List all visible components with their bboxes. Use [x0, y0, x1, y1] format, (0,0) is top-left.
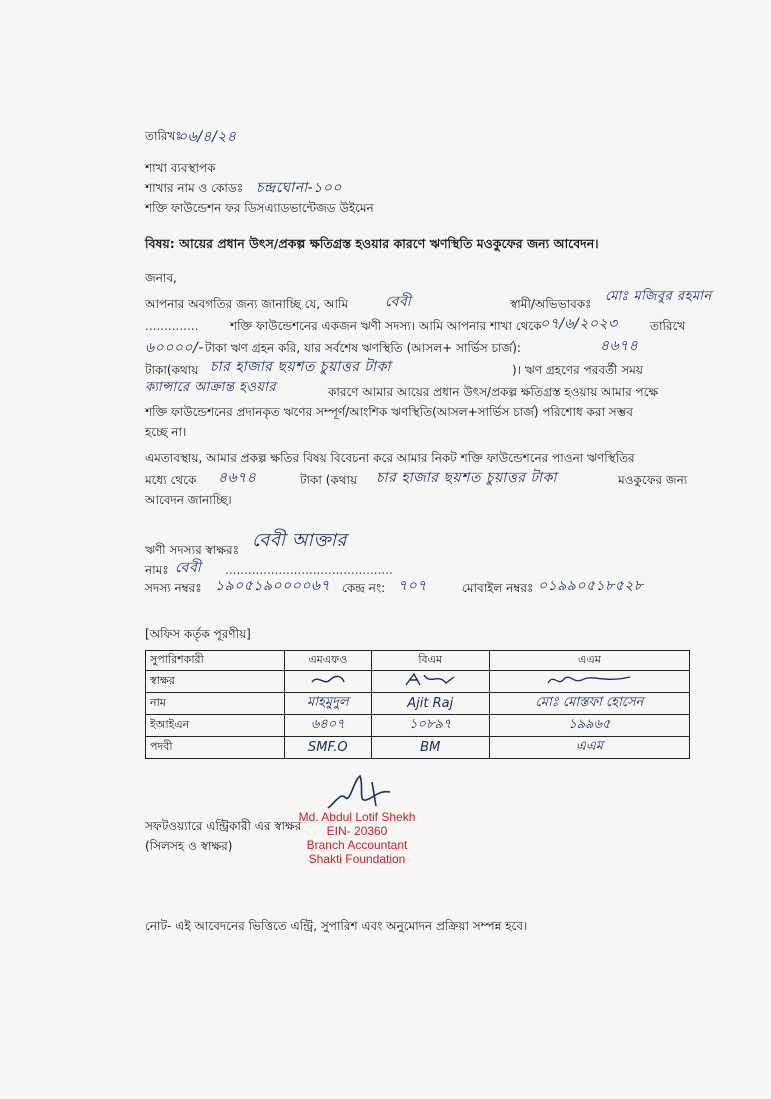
dots: ............................................	[225, 563, 393, 577]
para1-l4b: )। ঋণ গ্রহণের পরবর্তী সময়	[512, 363, 643, 377]
member-name-hw: বেবী	[385, 294, 412, 310]
table-row	[146, 715, 690, 737]
office-table	[145, 650, 690, 759]
para1-l1a: আপনার অবগতির জন্য জানাচ্ছি যে, আমি	[145, 297, 349, 311]
para1-l2a: শক্তি ফাউন্ডেশনের একজন ঋণী সদস্য। আমি আপনার শাখা থেকে	[230, 319, 542, 333]
mobile-label: মোবাইল নম্বরঃ	[462, 581, 534, 595]
date-line	[145, 128, 182, 144]
row-label: পদবী	[146, 737, 285, 759]
mobile-value: ০১৯৯০৫১৮৫২৮	[538, 578, 644, 594]
para2-l2c: মওকুফের জন্য	[618, 473, 688, 487]
member-signature: বেবী আক্তার	[252, 530, 347, 551]
am-designation: এএম	[489, 737, 689, 759]
center-value: ৭০৭	[398, 578, 427, 594]
branch-value: চন্দ্রঘোনা-১০০	[256, 180, 342, 196]
loan-date-hw: ০৭/৬/২০২৩	[540, 316, 618, 332]
bm-signature	[371, 671, 489, 693]
branch-label: শাখার নাম ও কোডঃ	[145, 181, 244, 195]
cause-hw: ক্যান্সারে আক্রান্ত হওয়ার	[145, 380, 277, 395]
para1-l4a: টাকা(কথায়	[145, 363, 199, 377]
bm-ein: ১০৮৯৭	[371, 715, 489, 737]
para1-l7: হচ্ছে না।	[145, 425, 187, 439]
row-label: স্বাক্ষর	[146, 671, 285, 693]
row-label: নাম	[146, 693, 285, 715]
member-no-label: সদস্য নম্বরঃ	[145, 581, 202, 595]
org-line: শক্তি ফাউন্ডেশন ফর ডিসএ্যাডভান্টেজড উইমেন	[145, 201, 374, 215]
col-bm: বিএম	[371, 651, 489, 671]
seal-name: Md. Abdul Lotif Shekh	[298, 810, 416, 824]
member-sig-label: ঋণী সদস্যর স্বাক্ষরঃ	[145, 543, 239, 557]
mfo-ein: ৬৪০৭	[285, 715, 372, 737]
official-seal	[282, 810, 432, 866]
col-mfo: এমএফও	[285, 651, 372, 671]
software-entry-note: (সিলসহ ও স্বাক্ষর)	[145, 839, 233, 853]
para1-l5b: কারণে আমার আয়ের প্রধান উৎস/প্রকল্প ক্ষতিগ্রস্ত হওয়ায় আমার পক্ষে	[328, 385, 659, 399]
am-name: মোঃ মোস্তফা হোসেন	[489, 693, 689, 715]
para1-l1b: স্বামী/অভিভাবকঃ	[510, 297, 592, 311]
subject-line: বিষয়: আয়ের প্রধান উৎস/প্রকল্প ক্ষতিগ্রস্ত হওয়ার কারণে ঋণস্থিতি মওকুফের জন্য আবেদন।	[145, 236, 599, 251]
row-label: ইআইএন	[146, 715, 285, 737]
bm-designation: BM	[371, 737, 489, 759]
para2-l3: আবেদন জানাচ্ছি।	[145, 493, 232, 507]
software-entry-label: সফটওয়্যারে এন্ট্রিকারী এর স্বাক্ষর	[145, 819, 302, 833]
salutation: জনাব,	[145, 271, 177, 285]
col-recommender: সুপারিশকারী	[146, 651, 285, 671]
para1-l3a: টাকা ঋণ গ্রহন করি, যার সর্বশেষ ঋণস্থিতি (আসল+ সার্ভিস চার্জ):	[205, 341, 521, 355]
dots: ..............	[145, 319, 199, 333]
mfo-name: মাহমুদুল	[285, 693, 372, 715]
footer-note: নোট- এই আবেদনের ভিত্তিতে এন্ট্রি, সুপারিশ এবং অনুমোদন প্রক্রিয়া সম্পন্ন হবে।	[145, 919, 528, 933]
am-signature	[489, 671, 689, 693]
bm-name: Ajit Raj	[371, 693, 489, 715]
table-row	[146, 693, 690, 715]
waive-amount-hw: ৪৬৭৪	[218, 470, 257, 486]
office-header-row	[146, 651, 690, 671]
para2-l2a: মধ্যে থেকে	[145, 473, 197, 487]
para1-l2b: তারিখে	[650, 319, 686, 333]
seal-role: Branch Accountant	[306, 838, 408, 852]
table-row	[146, 737, 690, 759]
seal-ein: EIN- 20360	[326, 824, 388, 838]
para2-l2b: টাকা (কথায়	[300, 473, 358, 487]
center-label: কেন্দ্র নং:	[342, 581, 386, 595]
amount-words-hw: চার হাজার ছয়শত চুয়াত্তর টাকা	[210, 359, 391, 375]
waive-words-hw: চার হাজার ছয়শত চুয়াত্তর টাকা	[376, 470, 557, 486]
recipient-title: শাখা ব্যবস্থাপক	[145, 161, 216, 175]
date-label: তারিখঃ	[145, 129, 182, 143]
mfo-signature	[285, 671, 372, 693]
member-name-label: নামঃ	[145, 563, 169, 577]
seal-org: Shakti Foundation	[308, 852, 406, 866]
table-row	[146, 671, 690, 693]
member-no-value: ১৯০৫১৯০০০০৬৭	[215, 578, 331, 594]
para1-l6: শক্তি ফাউন্ডেশনের প্রদানকৃত ঋণের সম্পূর্ণ/আংশিক ঋণস্থিতি(আসল+সার্ভিস চার্জ) পরিশোধ করা সম্ভব	[145, 405, 633, 419]
date-value: ০৬/৪/২৪	[178, 129, 237, 145]
balance-hw: ৪৬৭৪	[600, 338, 639, 354]
mfo-designation: SMF.O	[285, 737, 372, 759]
am-ein: ১৯৯৬৫	[489, 715, 689, 737]
col-am: এএম	[489, 651, 689, 671]
office-title: [অফিস কর্তৃক পূরণীয়]	[145, 627, 251, 641]
member-name-value: বেবী	[175, 560, 202, 576]
guardian-hw: মোঃ মজিবুর রহমান	[605, 289, 712, 304]
para2-l1: এমতাবস্থায়, আমার প্রকল্প ক্ষতির বিষয় বিবেচনা করে আমার নিকট শক্তি ফাউন্ডেশনের পাওনা ঋণস্থিতির	[145, 451, 635, 465]
loan-amount-hw: ৬০০০০/-	[145, 340, 204, 356]
